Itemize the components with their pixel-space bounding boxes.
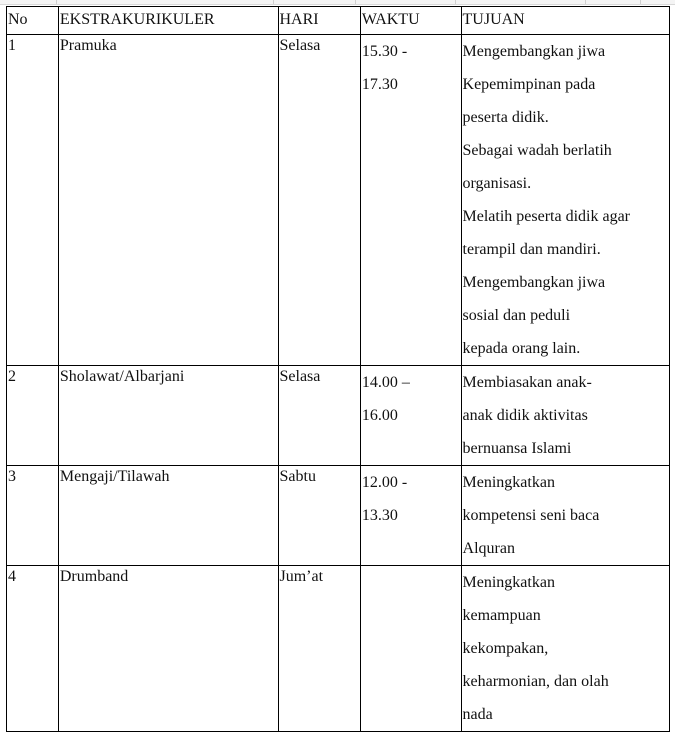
header-no: No (7, 7, 59, 35)
tujuan-line: Sebagai wadah berlatih (462, 142, 612, 159)
tujuan-line: peserta didik. (462, 109, 549, 126)
cell-waktu (360, 466, 461, 566)
header-ekstrakurikuler: EKSTRAKURIKULER (58, 7, 278, 35)
cell-ekstrakurikuler: Sholawat/Albarjani (58, 366, 278, 466)
tujuan-line: Mengembangkan jiwa (462, 43, 606, 60)
cell-ekstrakurikuler: Pramuka (58, 35, 278, 366)
tujuan-line: anak didik aktivitas (462, 407, 588, 424)
tujuan-line: nada (462, 706, 493, 723)
tujuan-line: Meningkatkan (462, 474, 555, 491)
header-tujuan: TUJUAN (461, 7, 669, 35)
table-row (7, 466, 670, 566)
cell-hari: Selasa (278, 366, 360, 466)
table-row (7, 566, 670, 732)
header-waktu: WAKTU (360, 7, 461, 35)
tujuan-line: Meningkatkan (462, 574, 555, 591)
ruler-tick (585, 0, 586, 4)
tujuan-line: Membiasakan anak- (462, 374, 592, 391)
cell-waktu (360, 35, 461, 366)
tujuan-line: Alquran (462, 540, 515, 557)
ruler-tick (56, 0, 57, 4)
ruler-tick (640, 0, 641, 4)
cell-waktu (360, 566, 461, 732)
cell-tujuan (461, 366, 669, 466)
waktu-line: 17.30 (361, 76, 398, 93)
table-row (7, 35, 670, 366)
cell-tujuan (461, 566, 669, 732)
tujuan-line: Kepemimpinan pada (462, 76, 596, 93)
header-hari: HARI (278, 7, 360, 35)
ruler (0, 0, 675, 5)
tujuan-line: bernuansa Islami (462, 440, 572, 457)
tujuan-line: terampil dan mandiri. (462, 241, 601, 258)
waktu-line: 13.30 (361, 507, 398, 524)
cell-ekstrakurikuler: Mengaji/Tilawah (58, 466, 278, 566)
cell-no: 2 (7, 366, 59, 466)
waktu-line: 12.00 - (361, 474, 408, 491)
tujuan-line: Mengembangkan jiwa (462, 274, 606, 291)
waktu-line: 15.30 - (361, 43, 408, 60)
waktu-line: 14.00 – (361, 374, 410, 391)
tujuan-line: sosial dan peduli (462, 307, 571, 324)
cell-waktu (360, 366, 461, 466)
ruler-tick (355, 0, 356, 4)
cell-hari: Jum’at (278, 566, 360, 732)
ruler-tick (273, 0, 274, 4)
tujuan-line: kekompakan, (462, 640, 549, 657)
table-header-row (7, 7, 670, 35)
waktu-line (362, 599, 460, 632)
tujuan-line: keharmonian, dan olah (462, 673, 609, 690)
cell-ekstrakurikuler: Drumband (58, 566, 278, 732)
table-row (7, 366, 670, 466)
tujuan-line: Melatih peserta didik agar (462, 208, 631, 225)
extracurricular-table (6, 6, 670, 732)
waktu-line: 16.00 (361, 407, 398, 424)
cell-hari: Sabtu (278, 466, 360, 566)
cell-no: 1 (7, 35, 59, 366)
cell-tujuan (461, 35, 669, 366)
tujuan-line: kemampuan (462, 607, 541, 624)
tujuan-line: kepada orang lain. (462, 340, 581, 357)
cell-hari: Selasa (278, 35, 360, 366)
cell-tujuan (461, 466, 669, 566)
cell-no: 4 (7, 566, 59, 732)
waktu-line (362, 566, 460, 599)
tujuan-line: kompetensi seni baca (462, 507, 600, 524)
ruler-tick (455, 0, 456, 4)
cell-no: 3 (7, 466, 59, 566)
tujuan-line: organisasi. (462, 175, 532, 192)
